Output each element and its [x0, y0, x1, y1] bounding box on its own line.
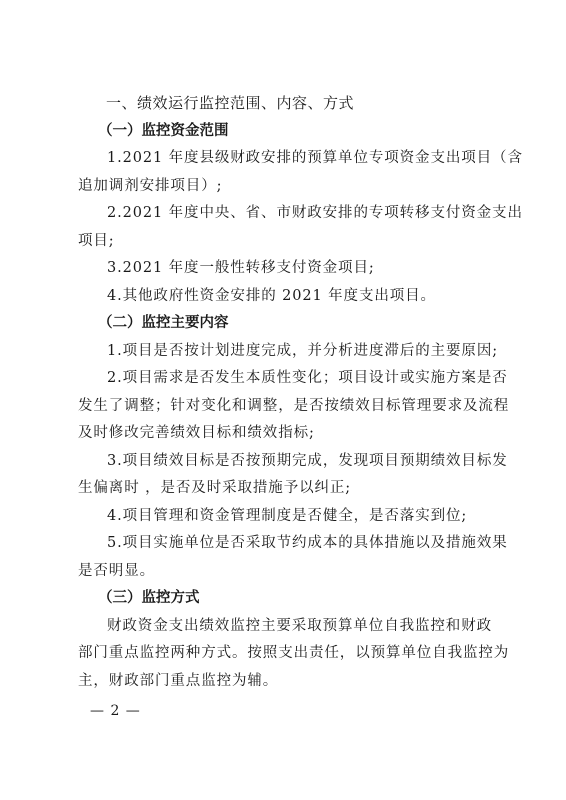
paragraph-line: 追加调剂安排项目）;: [78, 177, 223, 194]
paragraph-line: 发生了调整；针对变化和调整，是否按绩效目标管理要求及流程: [78, 397, 510, 414]
paragraph-line: 及时修改完善绩效目标和绩效指标;: [78, 425, 315, 441]
paragraph-line: 5.项目实施单位是否采取节约成本的具体措施以及措施效果: [107, 535, 508, 551]
paragraph-line: 4.项目管理和资金管理制度是否健全，是否落实到位;: [107, 507, 468, 524]
paragraph-line: 4.其他政府性资金安排的 2021 年度支出项目。: [107, 287, 436, 304]
main-heading: 一、绩效运行监控范围、内容、方式: [106, 94, 355, 112]
paragraph-line: 3.项目绩效目标是否按预期完成，发现项目预期绩效目标发: [107, 452, 508, 469]
paragraph-line: 部门重点监控两种方式。按照支出责任，以预算单位自我监控为: [78, 645, 510, 661]
paragraph-line: 2.项目需求是否发生本质性变化；项目设计或实施方案是否: [107, 370, 508, 386]
page-number: — 2 —: [90, 703, 141, 719]
paragraph-line: 主，财政部门重点监控为辅。: [78, 672, 279, 689]
paragraph-line: 3.2021 年度一般性转移支付资金项目;: [107, 260, 375, 276]
paragraph-line: 财政资金支出绩效监控主要采取预算单位自我监控和财政: [107, 617, 492, 634]
paragraph-line: 2.2021 年度中央、省、市财政安排的专项转移支付资金支出: [107, 205, 523, 221]
paragraph-line: 项目;: [78, 232, 115, 249]
section-title-monitoring-content: （二）监控主要内容: [98, 315, 229, 331]
paragraph-line: 是否明显。: [78, 562, 155, 579]
paragraph-line: 生偏离时 ，是否及时采取措施予以纠正;: [78, 480, 352, 496]
section-title-fund-scope: （一）监控资金范围: [98, 122, 229, 139]
document-body: [78, 90, 523, 695]
paragraph-line: 1.项目是否按计划进度完成，并分析进度滞后的主要原因;: [107, 342, 499, 359]
section-title-monitoring-method: （三）监控方式: [98, 590, 200, 606]
paragraph-line: 1.2021 年度县级财政安排的预算单位专项资金支出项目（含: [107, 150, 523, 166]
